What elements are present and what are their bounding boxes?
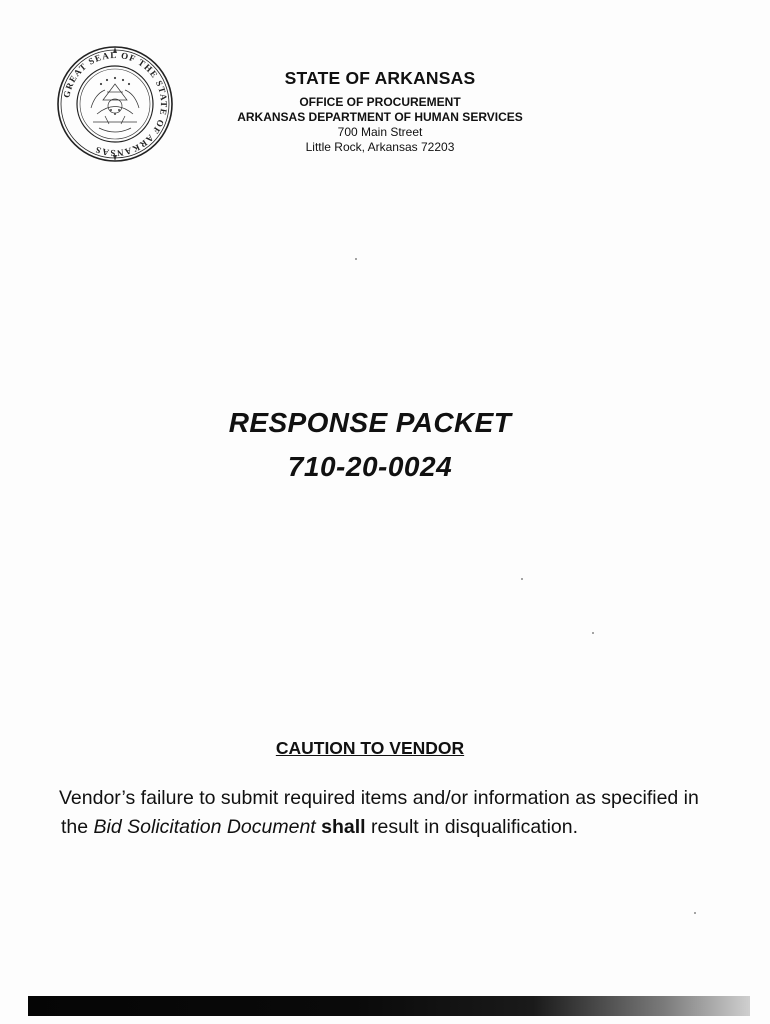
state-name: STATE OF ARKANSAS (284, 68, 476, 88)
office-name: OFFICE OF PROCUREMENT (299, 95, 461, 109)
bid-solicitation-document: Bid Solicitation Document (93, 816, 316, 838)
solicitation-number: 710-20-0024 (287, 451, 453, 482)
title-block (170, 405, 570, 485)
notice-line-2 (59, 813, 739, 842)
street-address: 700 Main Street (337, 125, 423, 139)
caution-heading: CAUTION TO VENDOR (275, 738, 465, 758)
scan-speck (521, 578, 523, 580)
svg-text:GREAT SEAL OF THE STATE OF ARK: GREAT SEAL OF THE STATE OF ARKANSAS (61, 49, 170, 159)
scan-speck (694, 912, 696, 914)
notice-line-2-post: result in disqualification. (365, 816, 579, 838)
notice-line-1: Vendor’s failure to submit required items and/or information as specified in (59, 787, 699, 809)
shall-emphasis: shall (321, 816, 366, 838)
letterhead (200, 68, 560, 155)
scan-speck (355, 258, 357, 260)
state-seal-icon (55, 44, 175, 164)
scan-edge-bar (28, 996, 750, 1016)
department-name: ARKANSAS DEPARTMENT OF HUMAN SERVICES (237, 110, 523, 124)
city-address: Little Rock, Arkansas 72203 (305, 140, 455, 154)
notice-line-2-pre: the (61, 816, 94, 838)
document-title: RESPONSE PACKET (228, 407, 512, 438)
caution-notice (59, 784, 739, 842)
scan-speck (592, 632, 594, 634)
